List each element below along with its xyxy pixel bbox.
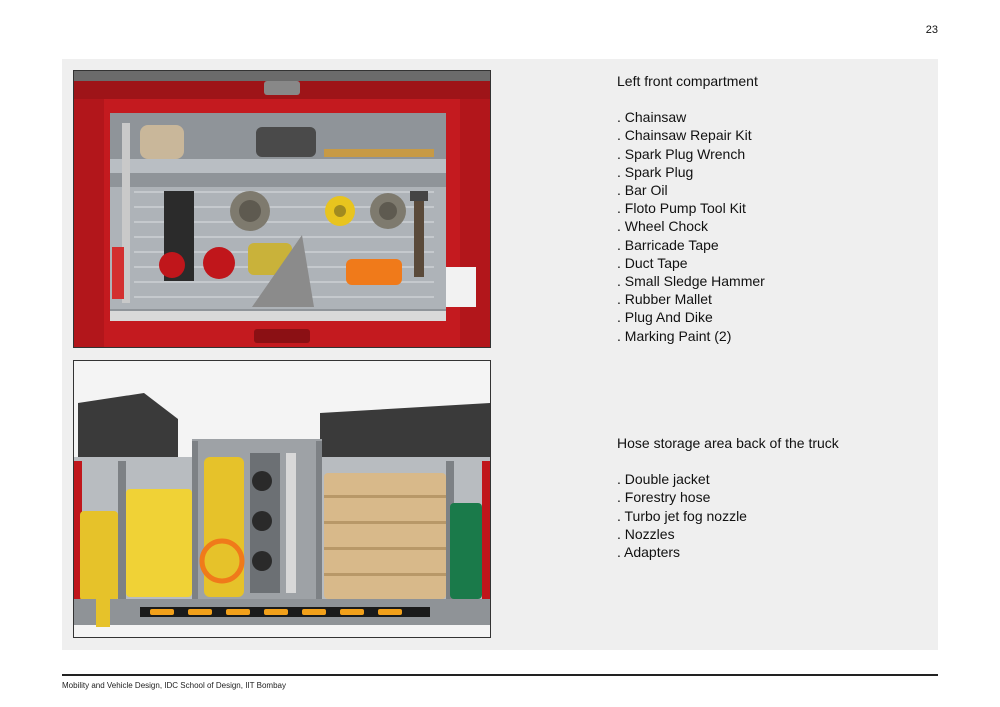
list-item: . Wheel Chock <box>617 218 709 235</box>
footer-credit: Mobility and Vehicle Design, IDC School of Design, IIT Bombay <box>62 681 286 690</box>
list-item: . Nozzles <box>617 525 675 542</box>
list-item: . Spark Plug <box>617 163 694 180</box>
list-item: . Small Sledge Hammer <box>617 273 765 290</box>
list-item: . Duct Tape <box>617 254 688 271</box>
item-list <box>617 108 917 345</box>
list-item: . Barricade Tape <box>617 236 719 253</box>
section-title: Left front compartment <box>617 73 758 89</box>
page-number: 23 <box>925 24 938 36</box>
left-front-compartment-list <box>617 72 917 345</box>
list-item: . Plug And Dike <box>617 309 713 326</box>
list-item: . Adapters <box>617 544 681 561</box>
list-item: . Spark Plug Wrench <box>617 145 746 162</box>
list-item: . Bar Oil <box>617 182 668 199</box>
left-front-compartment-photo <box>73 70 491 348</box>
hose-storage-list <box>617 434 917 561</box>
item-list <box>617 470 917 561</box>
list-item: . Chainsaw <box>617 109 687 126</box>
section-title: Hose storage area back of the truck <box>617 435 839 451</box>
list-item: . Turbo jet fog nozzle <box>617 507 747 524</box>
list-item: . Forestry hose <box>617 489 711 506</box>
list-item: . Chainsaw Repair Kit <box>617 127 752 144</box>
list-item: . Rubber Mallet <box>617 291 712 308</box>
list-item: . Marking Paint (2) <box>617 327 732 344</box>
list-item: . Floto Pump Tool Kit <box>617 200 746 217</box>
footer-divider <box>62 674 938 676</box>
hose-storage-photo <box>73 360 491 638</box>
list-item: . Double jacket <box>617 471 710 488</box>
